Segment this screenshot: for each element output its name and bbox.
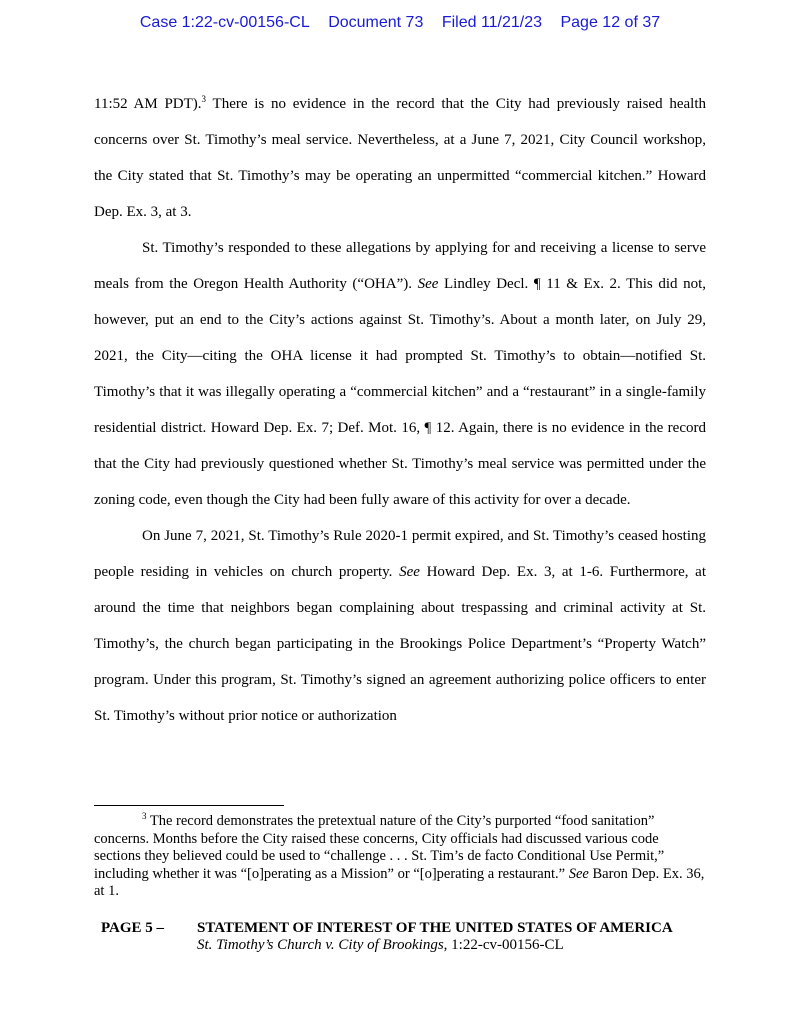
filed-date: Filed 11/21/23 xyxy=(441,14,543,31)
footnote-text-end: Baron Dep. Ex. 36, at 1. xyxy=(94,865,705,899)
footer-case-number: , 1:22-cv-00156-CL xyxy=(443,937,564,953)
case-number: Case 1:22-cv-00156-CL xyxy=(139,14,310,31)
signal-see: See xyxy=(399,564,420,580)
paragraph-3 xyxy=(94,518,706,734)
signal-see: See xyxy=(568,865,589,882)
paragraph-3-start: On June 7, 2021, St. Timothy’s Rule 2020-1 permit expired, and St. Timothy’s ceased hosting people residing in vehicles on church property. xyxy=(94,528,706,580)
footer-page-label: PAGE 5 – xyxy=(101,920,165,936)
paragraph-2-rest: Lindley Decl. ¶ 11 & Ex. 2. This did not, however, put an end to the City’s actions against St. Timothy’s. About a month later, on July 29, 2021, the City—citing the OHA license it had prompted St. Timothy’s to obtain—notified St. Timothy’s that it was illegally operating a “commercial kitchen” and a “restaurant” in a single-family residential district. Howard Dep. Ex. 7; Def. Mot. 16, ¶ 12. Again, there is no evidence in the record that the City had previously questioned whether St. Timothy’s meal service was permitted under the zoning code, even though the City had been fully aware of this activity for over a decade. xyxy=(94,276,706,508)
footnote-separator xyxy=(94,805,284,806)
ecf-header xyxy=(0,14,800,32)
paragraph-2 xyxy=(94,230,706,518)
footnote-3 xyxy=(94,813,706,901)
footnote-number: 3 xyxy=(142,811,147,821)
main-body xyxy=(94,86,706,734)
paragraph-1-start: 11:52 AM PDT). xyxy=(94,96,202,112)
signal-see: See xyxy=(417,276,439,292)
paragraph-3-rest: Howard Dep. Ex. 3, at 1-6. Furthermore, at around the time that neighbors began complaining about trespassing and criminal activity at St. Timothy’s, the church began participating in the Brookings Police Department’s “Property Watch” program. Under this program, St. Timothy’s signed an agreement authorizing police officers to enter St. Timothy’s without prior notice or authorization xyxy=(94,564,706,724)
page-count: Page 12 of 37 xyxy=(560,14,661,31)
footer-case-name: St. Timothy’s Church v. City of Brookings xyxy=(197,937,444,953)
footer-title: STATEMENT OF INTEREST OF THE UNITED STATES OF AMERICA xyxy=(197,920,673,936)
page-footer xyxy=(101,920,721,954)
paragraph-2-start: St. Timothy’s responded to these allegations by applying for and receiving a license to serve meals from the Oregon Health Authority (“OHA”). xyxy=(94,240,706,292)
footnote-ref: 3 xyxy=(201,94,207,104)
paragraph-1-rest: There is no evidence in the record that the City had previously raised health concerns over St. Timothy’s meal service. Nevertheless, at a June 7, 2021, City Council workshop, the City stated that St. Timothy’s may be operating an unpermitted “commercial kitchen.” Howard Dep. Ex. 3, at 3. xyxy=(94,96,706,220)
document-number: Document 73 xyxy=(328,14,424,31)
paragraph-1 xyxy=(94,86,706,230)
footnote-text-start: The record demonstrates the pretextual nature of the City’s purported “food sanitation” concerns. Months before the City raised these concerns, City officials had discussed various code sections they believed could be used to “challenge . . . St. Tim’s de facto Conditional Use Permit,” including whether it was “[o]perating as a Mission” or “[o]perating a restaurant.” xyxy=(94,813,665,882)
